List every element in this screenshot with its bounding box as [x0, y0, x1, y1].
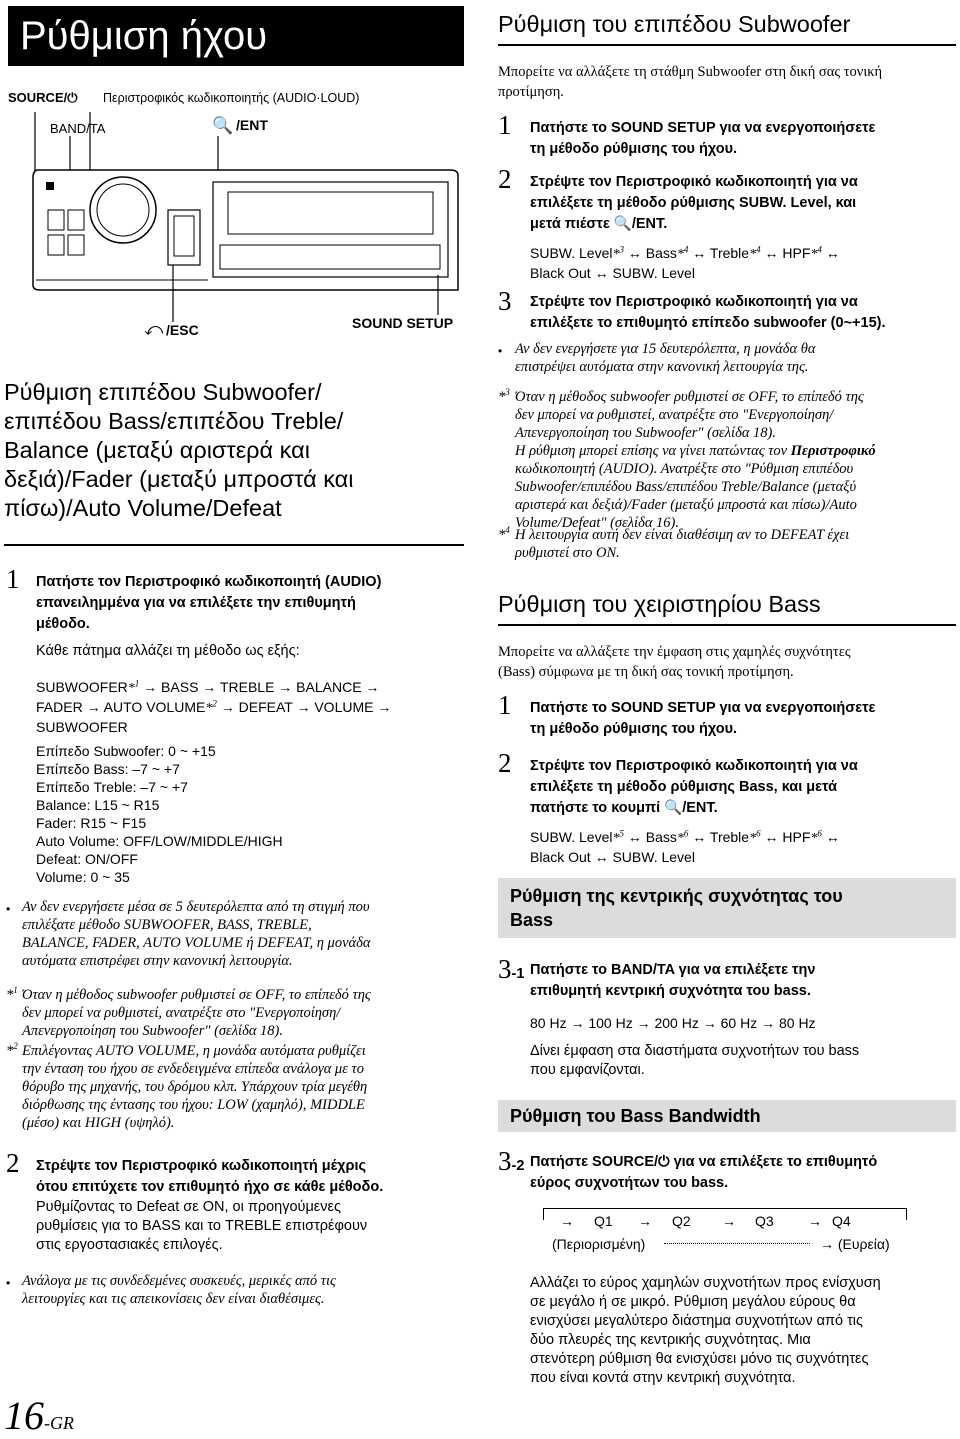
search-icon: 🔍 — [664, 800, 683, 816]
subwoofer-intro: Μπορείτε να αλλάξετε τη στάθμη Subwoofer στη δική σας τονική προτίμηση. — [498, 64, 883, 100]
sub-step-1-text: Πατήστε το SOUND SETUP για να ενεργοποιήσετε τη μέθοδο ρύθμισης του ήχου. — [530, 120, 876, 157]
range-item: Balance: L15 ~ R15 — [36, 797, 160, 813]
bass-intro: Μπορείτε να αλλάξετε την έμφαση στις χαμηλές συχνότητες (Bass) σύμφωνα με τη δική σας τονική προτίμηση. — [498, 644, 851, 680]
range-item: Επίπεδο Subwoofer: 0 ~ +15 — [36, 743, 216, 759]
bullet-dot: • — [6, 1276, 11, 1290]
bass-step-2-text: Στρέψτε τον Περιστροφικό κωδικοποιητή για να επιλέξετε τη μέθοδο ρύθμισης Bass, και μετά πατήστε το κουμπί 🔍/ENT. — [530, 758, 858, 816]
q-narrow-label: (Περιορισμένη) — [552, 1236, 646, 1252]
note-2-mark: *$^2$ — [6, 1041, 18, 1059]
search-icon: 🔍 — [212, 116, 234, 135]
note-2-text: Επιλέγοντας AUTO VOLUME, η μονάδα αυτόματα ρυθμίζει την ένταση του ήχου σε ενδεδειγμένα επίπεδα ανάλογα με το θόρυβο της μηχανής, του δρόμου κλπ. Υπάρχουν τρία μεγέθη διόρθωσης της έντασης του ήχου: LOW (χαμηλό), MIDDLE (μέσο) και HIGH (υψηλό). — [22, 1043, 368, 1131]
note-3-mark: *$^3$ — [498, 387, 510, 405]
bass-section-title: Ρύθμιση του χειριστηρίου Bass — [498, 591, 821, 617]
frequency-description: Δίνει έμφαση στα διαστήματα συχνοτήτων του bass που εμφανίζονται. — [530, 1043, 860, 1078]
step-2-text: Στρέψτε τον Περιστροφικό κωδικοποιητή μέχρις ότου επιτύχετε τον επιθυμητό ήχο σε κάθε μέθοδο. — [36, 1158, 384, 1195]
center-step-number: 3-1 — [498, 954, 525, 984]
bullet-dot: • — [6, 902, 11, 916]
bandwidth-description: Αλλάζει το εύρος χαμηλών συχνοτήτων προς ενίσχυση σε μεγάλο ή σε μικρό. Ρύθμιση μεγάλου εύρους θα ενισχύσει μεγαλύτερο διάστημα συχνοτήτων από τις δύο πλευρές της κεντρικής συχνότητας. Μια στενότερη ρύθμιση θα ενισχύσει μόνο τις συχνότητες που είναι κοντά στην κεντρική συχνότητα. — [530, 1275, 881, 1386]
subwoofer-section-title: Ρύθμιση του επιπέδου Subwoofer — [498, 11, 851, 37]
step-1-intro: Κάθε πάτημα αλλάζει τη μέθοδο ως εξής: — [36, 643, 300, 659]
search-icon: 🔍 — [613, 216, 632, 232]
label-source: SOURCE/⏻ — [8, 90, 78, 105]
q1-label: Q1 — [594, 1213, 613, 1229]
range-item: Fader: R15 ~ F15 — [36, 815, 147, 831]
label-rotary-encoder: Περιστροφικός κωδικοποιητής (AUDIO·LOUD) — [103, 91, 360, 105]
bass-mode-sequence: SUBW. Level*$^5$ ↔ Bass*$^6$ ↔ Treble*$^6$ ↔ HPF*$^6$ ↔ Black Out ↔ SUBW. Level — [530, 828, 840, 865]
back-icon: ⤺ — [144, 319, 164, 339]
bullet-availability-note: Ανάλογα με τις συνδεδεμένες συσκευές, μερικές από τις λειτουργίες και τις απεικονίσεις δεν είναι διαθέσιμες. — [22, 1273, 336, 1307]
bass-step-1-text: Πατήστε το SOUND SETUP για να ενεργοποιήσετε τη μέθοδο ρύθμισης του ήχου. — [530, 700, 876, 737]
sub-step-1-number: 1 — [498, 110, 512, 140]
bass-step-2-number: 2 — [498, 748, 512, 778]
note-1-mark: *$^1$ — [6, 985, 18, 1003]
subwoofer-timeout-note: Αν δεν ενεργήσετε για 15 δευτερόλεπτα, η μονάδα θα επιστρέψει αυτόματα στην κανονική λειτουργία της. — [515, 341, 816, 375]
q2-label: Q2 — [672, 1213, 691, 1229]
range-item: Defeat: ON/OFF — [36, 851, 138, 867]
step-2-description: Ρυθμίζοντας το Defeat σε ON, οι προηγούμενες ρυθμίσεις για το BASS και το TREBLE επιστρέφουν στις εργοστασιακές επιλογές. — [36, 1199, 368, 1253]
center-step-text: Πατήστε το BAND/TA για να επιλέξετε την επιθυμητή κεντρική συχνότητα του bass. — [530, 962, 816, 999]
bandwidth-step-text: Πατήστε SOURCE/⏻ για να επιλέξετε το επιθυμητό εύρος συχνοτήτων του bass. — [530, 1154, 878, 1191]
note-1-text: Όταν η μέθοδος subwoofer ρυθμιστεί σε OFF, το επίπεδό της δεν μπορεί να ρυθμιστεί, ανατρέξτε στο "Ενεργοποίηση/ Απενεργοποίηση του Subwoofer" (σελίδα 18). — [22, 987, 371, 1039]
q-line-left — [543, 1208, 544, 1220]
center-frequency-header: Ρύθμιση της κεντρικής συχνότητας του Bass — [498, 878, 956, 938]
car-stereo-illustration — [8, 100, 464, 340]
page-number: 16-GR — [4, 1393, 74, 1438]
q-dotted-line — [664, 1243, 810, 1244]
step-1-text: Πατήστε τον Περιστροφικό κωδικοποιητή (AUDIO) επανειλημμένα για να επιλέξετε την επιθυμητή μέθοδο. — [36, 574, 382, 632]
label-esc: /ESC — [166, 322, 199, 338]
sub-step-3-number: 3 — [498, 286, 512, 316]
note-4-text: Η λειτουργία αυτή δεν είναι διαθέσιμη αν το DEFEAT έχει ρυθμιστεί στο ON. — [515, 527, 850, 561]
note-4-mark: *$^4$ — [498, 525, 510, 543]
range-item: Auto Volume: OFF/LOW/MIDDLE/HIGH — [36, 833, 283, 849]
section-divider — [4, 544, 464, 546]
q-line — [543, 1208, 907, 1209]
q-wide-label: → (Ευρεία) — [820, 1236, 890, 1252]
step-1-number: 1 — [6, 564, 20, 594]
label-sound-setup: SOUND SETUP — [352, 315, 454, 331]
sub-step-3-text: Στρέψτε τον Περιστροφικό κωδικοποιητή για να επιλέξετε το επιθυμητό επίπεδο subwoofer (0~+15). — [530, 294, 886, 331]
sub-step-2-text: Στρέψτε τον Περιστροφικό κωδικοποιητή για να επιλέξετε τη μέθοδο ρύθμισης SUBW. Level, και μετά πιέστε 🔍/ENT. — [530, 174, 858, 232]
bandwidth-step-number: 3-2 — [498, 1146, 525, 1176]
q-line-right — [906, 1208, 907, 1220]
section-title: Ρύθμιση επιπέδου Subwoofer/ επιπέδου Bass/επιπέδου Treble/ Balance (μεταξύ αριστερά και δεξιά)/Fader (μεταξύ μπροστά και πίσω)/Auto Volume/Defeat — [4, 379, 354, 521]
range-item: Volume: 0 ~ 35 — [36, 869, 130, 885]
label-band-ta: BAND/TA — [50, 121, 106, 136]
bullet-dot: • — [498, 344, 503, 358]
q3-label: Q3 — [755, 1213, 774, 1229]
bass-divider — [498, 624, 956, 626]
frequency-sequence: 80 Hz → 100 Hz → 200 Hz → 60 Hz → 80 Hz — [530, 1015, 816, 1031]
mode-sequence: SUBWOOFER*$^1$ → BASS → TREBLE → BALANCE → FADER → AUTO VOLUME*$^2$ → DEFEAT → VOLUME → SUBWOOFER — [36, 678, 392, 735]
note-3-text: Όταν η μέθοδος subwoofer ρυθμιστεί σε OFF, το επίπεδό της δεν μπορεί να ρυθμιστεί, ανατρέξτε στο "Ενεργοποίηση/ Απενεργοποίηση του Subwoofer" (σελίδα 18). Η ρύθμιση μπορεί επίσης να γίνει πατώντας τον Περιστροφικό κωδικοποιητή (AUDIO). Ανατρέξτε στο "Ρύθμιση επιπέδου Subwoofer/επιπέδου Bass/επιπέδου Treble/Balance (μεταξύ αριστερά και δεξιά)/Fader (μεταξύ μπροστά και πίσω)/Auto Volume/Defeat" (σελίδα 16). — [515, 389, 876, 531]
bandwidth-header: Ρύθμιση του Bass Bandwidth — [498, 1100, 956, 1132]
subwoofer-mode-sequence: SUBW. Level*$^3$ ↔ Bass*$^4$ ↔ Treble*$^4$ ↔ HPF*$^4$ ↔ Black Out ↔ SUBW. Level — [530, 244, 840, 281]
range-list — [36, 742, 466, 886]
sub-step-2-number: 2 — [498, 164, 512, 194]
bass-step-1-number: 1 — [498, 690, 512, 720]
step-2-number: 2 — [6, 1148, 20, 1178]
bullet-timeout-note: Αν δεν ενεργήσετε μέσα σε 5 δευτερόλεπτα από τη στιγμή που επιλέξατε μέθοδο SUBWOOFER, BASS, TREBLE, BALANCE, FADER, AUTO VOLUME ή DEFEAT, η μονάδα αυτόματα επιστρέφει στην κανονική λειτουργία. — [22, 899, 371, 969]
label-ent: /ENT — [236, 117, 268, 133]
range-item: Επίπεδο Treble: –7 ~ +7 — [36, 779, 188, 795]
range-item: Επίπεδο Bass: –7 ~ +7 — [36, 761, 180, 777]
page-title: Ρύθμιση ήχου — [8, 6, 464, 66]
q4-label: Q4 — [832, 1213, 851, 1229]
subwoofer-divider — [498, 44, 956, 46]
